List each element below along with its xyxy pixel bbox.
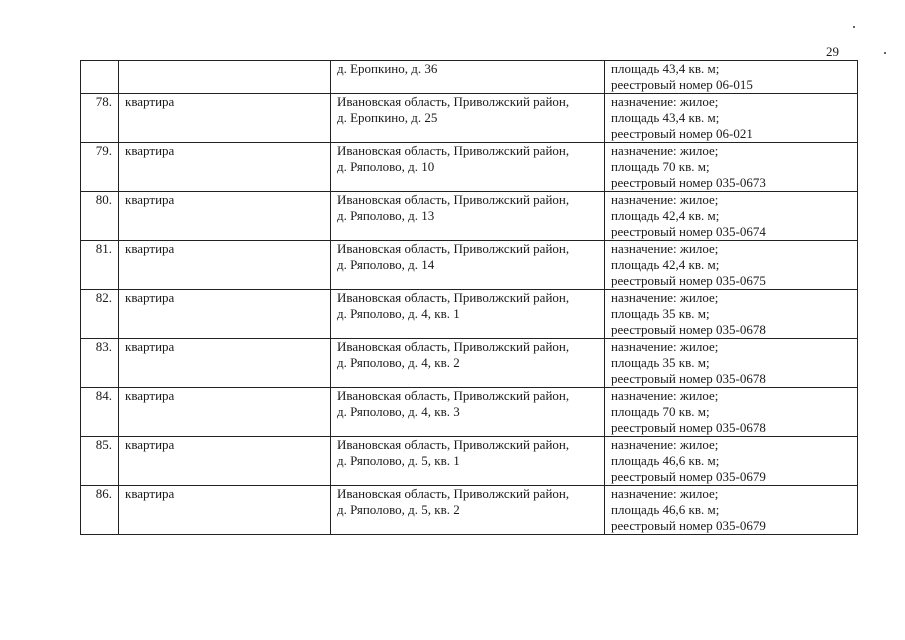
row-number-cell	[81, 388, 119, 437]
object-type-cell	[119, 388, 331, 437]
characteristics-cell	[605, 486, 858, 535]
row-number: 83.	[95, 339, 112, 354]
address-line: д. Ряполово, д. 4, кв. 1	[337, 306, 460, 321]
address-line: Ивановская область, Приволжский район,	[337, 339, 570, 354]
characteristic-line: реестровый номер 035-0674	[611, 224, 766, 239]
address-cell	[331, 61, 605, 94]
characteristic-line: площадь 35 кв. м;	[611, 306, 710, 321]
characteristic-line: назначение: жилое;	[611, 290, 719, 305]
characteristic-line: площадь 35 кв. м;	[611, 355, 710, 370]
object-type: квартира	[125, 94, 175, 109]
row-number: 82.	[95, 290, 112, 305]
characteristic-line: реестровый номер 035-0675	[611, 273, 766, 288]
characteristic-line: назначение: жилое;	[611, 388, 719, 403]
address-line: Ивановская область, Приволжский район,	[337, 437, 570, 452]
row-number-cell	[81, 437, 119, 486]
object-type-cell	[119, 94, 331, 143]
address-line: Ивановская область, Приволжский район,	[337, 192, 570, 207]
row-number-cell	[81, 192, 119, 241]
address-line: д. Ряполово, д. 5, кв. 1	[337, 453, 460, 468]
characteristic-line: назначение: жилое;	[611, 192, 719, 207]
address-cell	[331, 94, 605, 143]
row-number: 85.	[95, 437, 112, 452]
row-number: 80.	[95, 192, 112, 207]
row-number-cell	[81, 94, 119, 143]
object-type-cell	[119, 192, 331, 241]
characteristics-cell	[605, 290, 858, 339]
address-line: д. Ряполово, д. 4, кв. 2	[337, 355, 460, 370]
address-line: д. Ряполово, д. 4, кв. 3	[337, 404, 460, 419]
address-line: д. Ряполово, д. 14	[337, 257, 435, 272]
characteristic-line: назначение: жилое;	[611, 486, 719, 501]
table-row	[81, 486, 858, 535]
registry-table-body	[81, 61, 858, 535]
row-number: 79.	[95, 143, 112, 158]
address-line: д. Еропкино, д. 36	[337, 61, 438, 76]
address-line: Ивановская область, Приволжский район,	[337, 241, 570, 256]
object-type-cell	[119, 290, 331, 339]
object-type: квартира	[125, 143, 175, 158]
characteristic-line: назначение: жилое;	[611, 94, 719, 109]
object-type-cell	[119, 61, 331, 94]
address-cell	[331, 143, 605, 192]
object-type-cell	[119, 486, 331, 535]
characteristic-line: площадь 46,6 кв. м;	[611, 502, 720, 517]
address-line: Ивановская область, Приволжский район,	[337, 290, 570, 305]
characteristic-line: площадь 46,6 кв. м;	[611, 453, 720, 468]
characteristic-line: площадь 42,4 кв. м;	[611, 208, 720, 223]
characteristic-line: реестровый номер 06-021	[611, 126, 753, 141]
characteristics-cell	[605, 94, 858, 143]
table-row	[81, 339, 858, 388]
address-cell	[331, 339, 605, 388]
characteristic-line: реестровый номер 035-0679	[611, 469, 766, 484]
address-line: Ивановская область, Приволжский район,	[337, 388, 570, 403]
characteristics-cell	[605, 143, 858, 192]
object-type: квартира	[125, 290, 175, 305]
page-number: 29	[826, 44, 839, 59]
row-number-cell	[81, 241, 119, 290]
characteristic-line: назначение: жилое;	[611, 437, 719, 452]
characteristic-line: назначение: жилое;	[611, 143, 719, 158]
object-type-cell	[119, 143, 331, 192]
row-number: 86.	[95, 486, 112, 501]
address-cell	[331, 241, 605, 290]
characteristic-line: площадь 43,4 кв. м;	[611, 110, 720, 125]
address-line: д. Ряполово, д. 5, кв. 2	[337, 502, 460, 517]
row-number: 84.	[95, 388, 112, 403]
object-type: квартира	[125, 388, 175, 403]
address-cell	[331, 290, 605, 339]
object-type: квартира	[125, 486, 175, 501]
object-type: квартира	[125, 437, 175, 452]
table-row	[81, 241, 858, 290]
characteristic-line: площадь 43,4 кв. м;	[611, 61, 720, 76]
characteristic-line: площадь 42,4 кв. м;	[611, 257, 720, 272]
table-row	[81, 192, 858, 241]
property-registry-table	[80, 60, 858, 535]
object-type-cell	[119, 339, 331, 388]
characteristics-cell	[605, 241, 858, 290]
table-row	[81, 388, 858, 437]
characteristic-line: площадь 70 кв. м;	[611, 404, 710, 419]
address-cell	[331, 437, 605, 486]
row-number: 78.	[95, 94, 112, 109]
object-type: квартира	[125, 241, 175, 256]
characteristics-cell	[605, 61, 858, 94]
address-cell	[331, 486, 605, 535]
address-cell	[331, 192, 605, 241]
characteristic-line: реестровый номер 035-0679	[611, 518, 766, 533]
address-line: д. Ряполово, д. 10	[337, 159, 435, 174]
characteristics-cell	[605, 388, 858, 437]
scan-speck	[884, 52, 886, 54]
row-number-cell	[81, 143, 119, 192]
characteristic-line: назначение: жилое;	[611, 241, 719, 256]
row-number-cell	[81, 339, 119, 388]
object-type-cell	[119, 437, 331, 486]
scan-speck	[853, 26, 855, 28]
table-row	[81, 290, 858, 339]
characteristic-line: реестровый номер 035-0673	[611, 175, 766, 190]
characteristic-line: площадь 70 кв. м;	[611, 159, 710, 174]
address-line: д. Еропкино, д. 25	[337, 110, 438, 125]
object-type: квартира	[125, 192, 175, 207]
characteristic-line: назначение: жилое;	[611, 339, 719, 354]
characteristic-line: реестровый номер 06-015	[611, 77, 753, 92]
characteristic-line: реестровый номер 035-0678	[611, 371, 766, 386]
characteristic-line: реестровый номер 035-0678	[611, 322, 766, 337]
row-number: 81.	[95, 241, 112, 256]
table-row	[81, 143, 858, 192]
address-line: д. Ряполово, д. 13	[337, 208, 435, 223]
table-row	[81, 94, 858, 143]
characteristics-cell	[605, 437, 858, 486]
address-cell	[331, 388, 605, 437]
address-line: Ивановская область, Приволжский район,	[337, 486, 570, 501]
object-type-cell	[119, 241, 331, 290]
address-line: Ивановская область, Приволжский район,	[337, 94, 570, 109]
table-row	[81, 437, 858, 486]
characteristics-cell	[605, 339, 858, 388]
characteristic-line: реестровый номер 035-0678	[611, 420, 766, 435]
row-number-cell	[81, 61, 119, 94]
characteristics-cell	[605, 192, 858, 241]
row-number-cell	[81, 486, 119, 535]
address-line: Ивановская область, Приволжский район,	[337, 143, 570, 158]
row-number-cell	[81, 290, 119, 339]
table-row	[81, 61, 858, 94]
object-type: квартира	[125, 339, 175, 354]
